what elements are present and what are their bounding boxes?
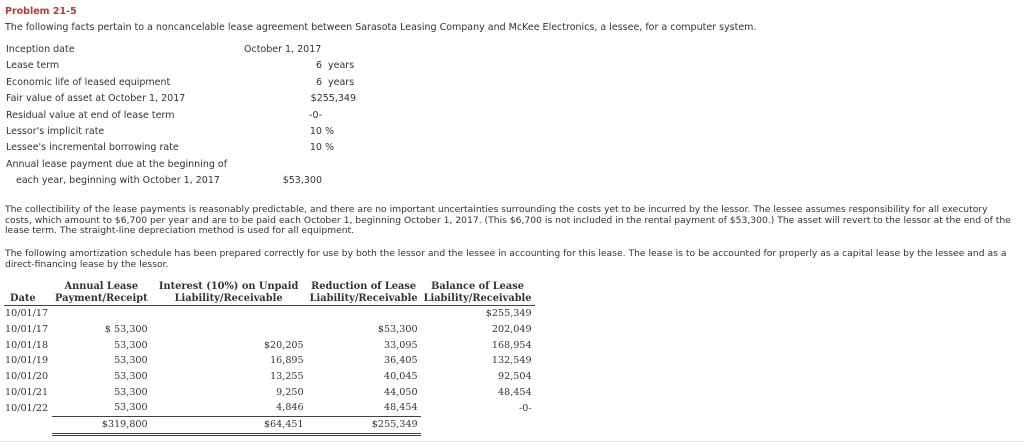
cell-interest: 16,895 [270,355,304,367]
cell-interest: 9,250 [276,386,304,398]
fact-label: Annual lease payment due at the beginning of [6,158,228,170]
table-row [4,384,535,400]
cell-reduction: 40,045 [383,371,418,383]
cell-total-label [4,416,52,434]
cell-reduction: 48,454 [383,402,418,414]
lease-facts [6,44,366,193]
fact-value: 6 [315,60,322,72]
intro-text: The following facts pertain to a noncancelable lease agreement between Sarasota Leasing Company and McKee Electronics, a lessee, for a computer system. [5,22,757,33]
cell-payment: 53,300 [114,339,148,351]
header-payment: Annual Lease [64,281,139,292]
cell-balance: 202,049 [491,324,532,336]
fact-label: Inception date [6,44,75,55]
fact-inception-date [6,44,366,60]
fact-value: October 1, 2017 [244,44,322,55]
table-row [4,353,535,369]
fact-value: 6 [315,76,322,88]
cell-interest: $20,205 [263,339,304,351]
fact-lessor-rate [6,126,366,142]
cell-reduction: 44,050 [383,386,418,398]
problem-title: Problem 21-5 [5,6,77,17]
fact-residual-value [6,110,366,126]
total-reduction: $255,349 [307,416,421,434]
total-interest: $64,451 [151,416,307,434]
table-row [4,400,535,416]
fact-label: Lessee's incremental borrowing rate [6,142,179,154]
cell-balance: $255,349 [485,308,532,320]
amortization-schedule [4,281,535,436]
fact-unit: years [328,60,355,72]
cell-payment [52,306,151,322]
total-balance [421,416,535,434]
schedule-header-row-1 [4,281,535,293]
header-payment-2: Payment/Receipt [52,293,151,306]
fact-unit: years [328,76,355,88]
cell-interest: 13,255 [270,371,304,383]
cell-payment: 53,300 [114,355,148,367]
cell-date: 10/01/18 [5,339,49,351]
cell-payment: $ 53,300 [104,324,148,336]
fact-annual-payment [6,159,366,193]
cell-balance: 92,504 [497,371,532,383]
fact-label: Lease term [6,60,60,72]
cell-date: 10/01/17 [5,308,49,320]
fact-label: Lessor's implicit rate [6,125,105,137]
header-date: Date [4,293,52,306]
cell-payment: 53,300 [114,402,148,414]
cell-balance: 132,549 [491,355,532,367]
cell-reduction: 33,095 [383,339,418,351]
total-payment: $319,800 [52,416,151,434]
fact-label: Residual value at end of lease term [6,109,175,121]
table-row [4,322,535,338]
header-balance-2: Liability/Receivable [421,293,535,306]
cell-date: 10/01/21 [5,386,49,398]
bottom-divider [0,441,1024,442]
fact-lease-term [6,60,366,76]
fact-value: 10 % [309,125,334,137]
cell-balance: -0- [518,402,532,414]
fact-value: $255,349 [310,93,356,105]
fact-value: 10 % [309,142,334,154]
table-row [4,337,535,353]
cell-balance: 48,454 [497,386,532,398]
fact-lessee-rate [6,142,366,158]
fact-value: -0- [309,109,322,121]
fact-value: $53,300 [282,174,322,186]
totals-row [4,416,535,434]
cell-balance: 168,954 [491,339,532,351]
cell-payment: 53,300 [114,371,148,383]
cell-reduction: $53,300 [377,324,418,336]
header-interest-2: Liability/Receivable [151,293,307,306]
cell-reduction [307,306,421,322]
cell-date: 10/01/19 [5,355,49,367]
cell-reduction: 36,405 [383,355,418,367]
cell-date: 10/01/20 [5,371,49,383]
fact-label: Economic life of leased equipment [6,76,171,88]
header-blank [4,281,52,293]
cell-interest: 4,846 [276,402,304,414]
fact-fair-value [6,93,366,109]
fact-label-continued: each year, beginning with October 1, 2017 [16,174,220,186]
paragraph-collectibility: The collectibility of the lease payments is reasonably predictable, and there are no important uncertainties surrounding the costs yet to be incurred by the lessor. The lessee assumes responsibility for all executory costs, which amount to $6,700 per year and are to be paid each October 1, beginning October 1, 2017. (This $6,700 is not included in the rental payment of $53,300.) The asset will revert to the lessor at the end of the lease term. The straight-line depreciation method is used for all equipment. [5,204,1011,236]
header-reduction-2: Liability/Receivable [307,293,421,306]
cell-date: 10/01/22 [5,402,49,414]
header-reduction: Reduction of Lease [311,281,417,292]
table-row [4,369,535,385]
fact-label: Fair value of asset at October 1, 2017 [6,93,186,105]
paragraph-schedule-intro: The following amortization schedule has been prepared correctly for use by both the lessor and the lessee in accounting for this lease. The lease is to be accounted for properly as a capital lease by the lessee and as a direct-financing lease by the lessor. [5,248,1007,270]
header-balance: Balance of Lease [431,281,524,292]
fact-economic-life [6,77,366,93]
cell-date: 10/01/17 [5,324,49,336]
table-row [4,306,535,322]
schedule-header-row-2 [4,293,535,306]
header-interest: Interest (10%) on Unpaid [158,281,299,292]
cell-interest [151,306,307,322]
cell-payment: 53,300 [114,386,148,398]
cell-interest [151,322,307,338]
